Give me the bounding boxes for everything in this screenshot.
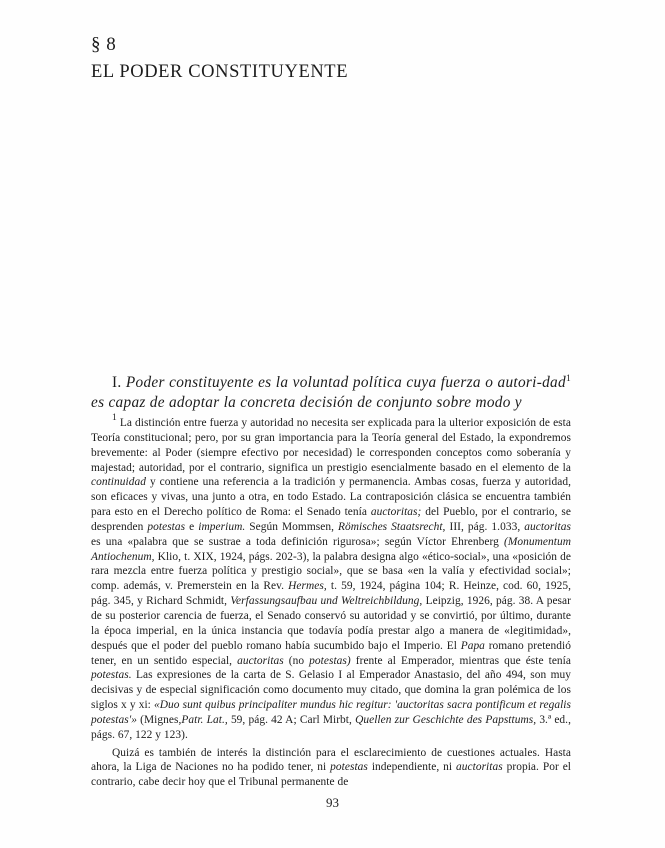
footnote-italic: Hermes, <box>288 580 327 593</box>
footnote-text: Klio, t. XIX, 1924, págs. 202-3), la palabra designa algo «ético-social», una «posición de rara mezcla entre fuerza política y prestigio social», que se basa «en la valía y efectividad social»; comp. además, v. Premerstein en la Rev. <box>91 550 571 593</box>
footnote-text: t. 59, 1924, página 104; R. Heinze, cod. 60, 1925, pág. 345, y Richard Schmidt, <box>91 580 572 608</box>
footnote-text: propia. Por el contrario, cabe decir hoy que el Tribunal permanente de <box>91 761 572 789</box>
footnote-text: e <box>189 520 195 533</box>
footnote-italic: Römisches Staatsrecht, <box>338 520 446 533</box>
section-numeral: I. <box>112 374 122 391</box>
footnote-text: (no <box>288 654 305 667</box>
footnote-italic: auctoritas; <box>370 506 422 519</box>
footnote-paragraph-1 <box>91 413 572 743</box>
footnote-italic: potestas <box>330 761 368 774</box>
footnote-italic: Quellen zur Geschichte des Papsttums, <box>355 713 537 726</box>
body-paragraph <box>91 373 571 413</box>
section-number: § 8 <box>91 34 117 55</box>
footnote-italic: imperium. <box>198 520 246 533</box>
footnote-italic: auctoritas <box>524 520 571 533</box>
intro-text-b: es capaz de adoptar la concreta decisión de conjunto sobre modo y <box>91 394 522 411</box>
footnote-italic: potestas) <box>309 654 351 667</box>
footnote-block <box>91 413 572 790</box>
page-number: 93 <box>326 795 339 810</box>
intro-text-a: Poder constituyente es la voluntad política cuya fuerza o autori-dad <box>125 374 566 391</box>
footnote-paragraph-2 <box>91 746 571 791</box>
footnote-italic: Papa <box>460 639 485 652</box>
footnote-text: Leipzig, 1926, pág. 38. A pesar de su posterior carencia de fuerza, el Senado conservó su autoridad y se convirtió, por último, durante la época imperial, en la única instancia que todavía podía prestar algo a manera de «legitimidad», después que el poder del pueblo romano había sucumbido bajo el Imperio. El <box>91 595 571 652</box>
footnote-text: Las expresiones de la carta de S. Gelasio I al Emperador Anastasio, del año 494, son muy decisivas y de especial significación como documento muy citado, que domina la gran polémica de los siglos x y xi: <box>91 669 571 712</box>
footnote-marker: 1 <box>112 413 117 423</box>
footnote-text: romano pretendió tener, en un sentido especial, <box>91 639 571 667</box>
footnote-text: III, pág. 1.033, <box>449 520 521 533</box>
section-title: EL PODER CONSTITUYENTE <box>91 62 349 82</box>
footnote-text: 3.ª ed., págs. 67, 122 y 123). <box>91 713 571 741</box>
footnote-text: 59, pág. 42 A; Carl Mirbt, <box>230 713 352 726</box>
footnote-italic: (Monumentum Antiochenum, <box>91 535 571 563</box>
footnote-italic: potestas <box>147 520 186 533</box>
footnote-italic: continuidad <box>91 476 146 489</box>
footnote-text: Según Mommsen, <box>249 520 334 533</box>
footnote-text: (Mignes, <box>140 713 182 726</box>
footnote-italic: auctoritas <box>456 761 503 774</box>
footnote-text: y contiene una referencia a la tradición y permanencia. Ambas cosas, fuerza y autoridad, son eficaces y vivas, una junto a otra, en todo Estado. La contraposición clásica se encuentra también para esto en el Derecho político de Roma: el Senado tenía <box>91 476 571 519</box>
footnote-text: La distinción entre fuerza y autoridad no necesita ser explicada para la ulterior exposición de esta Teoría constitucional; pero, por su gran importancia para la Teoría general del Estado, la expondremos brevemente: al Poder (siempre efectivo por necesidad) le corresponden conceptos como soberanía y majestad; autoridad, por el contrario, significa un prestigio esencialmente basado en el elemento de la <box>91 417 571 474</box>
footnote-text: frente al Emperador, mientras que éste tenía <box>355 654 571 667</box>
footnote-italic: «Duo sunt quibus principaliter mundus hic regitur: 'auctoritas sacra pontificum et regalis potestas'» <box>91 699 571 726</box>
footnote-text: independiente, ni <box>371 761 453 774</box>
footnote-italic: auctoritas <box>237 654 284 667</box>
footnote-text: es una «palabra que se sustrae a toda definición rigurosa»; según Víctor Ehrenberg <box>91 535 499 548</box>
footnote-italic: Patr. Lat., <box>181 713 228 726</box>
footnote-italic: Verfassungsaufbau und Weltreichbildung, <box>230 595 423 608</box>
footnote-reference[interactable]: 1 <box>565 374 571 384</box>
footnote-text: Quizá es también de interés la distinción para el esclarecimiento de cuestiones actuales. Hasta ahora, la Liga de Naciones no ha podido tener, ni <box>91 746 571 774</box>
footnote-text: del Pueblo, por el contrario, se desprenden <box>91 506 571 533</box>
footnote-italic: potestas. <box>91 669 132 682</box>
